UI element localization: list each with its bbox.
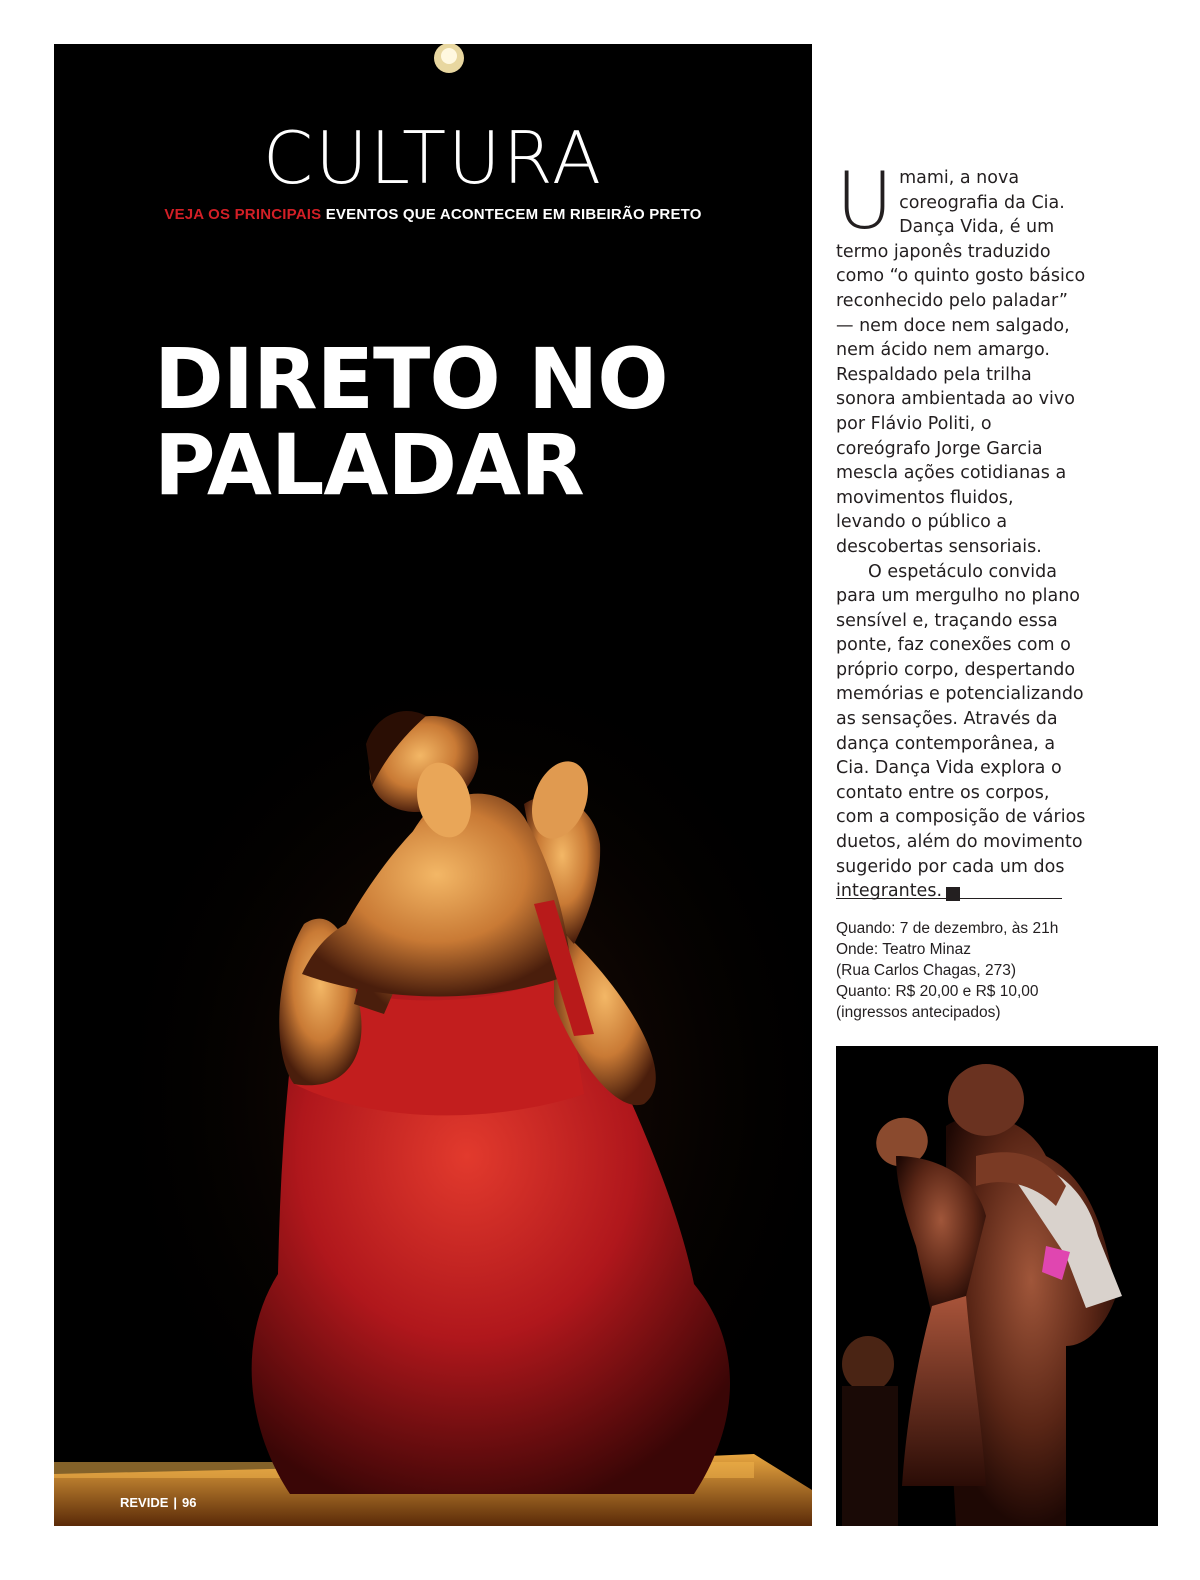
event-price: Quanto: R$ 20,00 e R$ 10,00 <box>836 983 1039 1000</box>
duet-photo <box>836 1046 1158 1526</box>
article-paragraph-2 <box>836 560 1086 904</box>
section-title: CULTURA <box>262 116 604 200</box>
page-number: 96 <box>182 1495 197 1510</box>
article-headline <box>154 330 668 514</box>
event-info-box <box>836 918 1116 1023</box>
event-address: (Rua Carlos Chagas, 273) <box>836 962 1017 979</box>
end-mark-icon: r <box>946 887 960 901</box>
kicker-text: EVENTOS QUE ACONTECEM EM RIBEIRÃO PRETO <box>325 206 702 223</box>
paragraph-2-text: O espetáculo convida para um mergulho no plano sensível e, traçando essa ponte, faz conexões com o próprio corpo, despertando memórias e potencializando as sensações. Através da dança contemporânea, a Cia. Dança Vida explora o contato entre os corpos, com a composição de vários duetos, além do movimento sugerido por cada um dos integrantes. <box>836 561 1086 902</box>
section-kicker <box>54 206 812 223</box>
event-price-note: (ingressos antecipados) <box>836 1004 1001 1021</box>
divider-rule <box>836 898 1062 899</box>
article-paragraph-1 <box>836 157 1086 560</box>
duet-photo-image <box>836 1046 1158 1526</box>
headline-line-1: DIRETO NO <box>154 330 668 428</box>
dancer-photo <box>54 44 812 1526</box>
event-when: Quando: 7 de dezembro, às 21h <box>836 920 1059 937</box>
hero-photo-panel <box>54 44 812 1526</box>
headline-line-2: PALADAR <box>154 416 584 514</box>
magazine-name: REVIDE <box>120 1495 169 1510</box>
folio-separator: | <box>173 1495 178 1510</box>
kicker-highlight: VEJA OS PRINCIPAIS <box>164 206 322 223</box>
drop-cap: U <box>836 157 894 247</box>
page-folio <box>120 1495 197 1510</box>
article-body <box>836 157 1086 904</box>
event-where: Onde: Teatro Minaz <box>836 941 971 958</box>
paragraph-1-text: mami, a nova coreografia da Cia. Dança Vida, é um termo japonês traduzido como “o quinto gosto básico reconhecido pelo paladar” — nem doce nem salgado, nem ácido nem amargo. Respaldado pela trilha sonora ambientada ao vivo por Flávio Politi, o coreógrafo Jorge Garcia mescla ações cotidianas a movimentos fluidos, levando o público a descobertas sensoriais. <box>836 168 1086 557</box>
